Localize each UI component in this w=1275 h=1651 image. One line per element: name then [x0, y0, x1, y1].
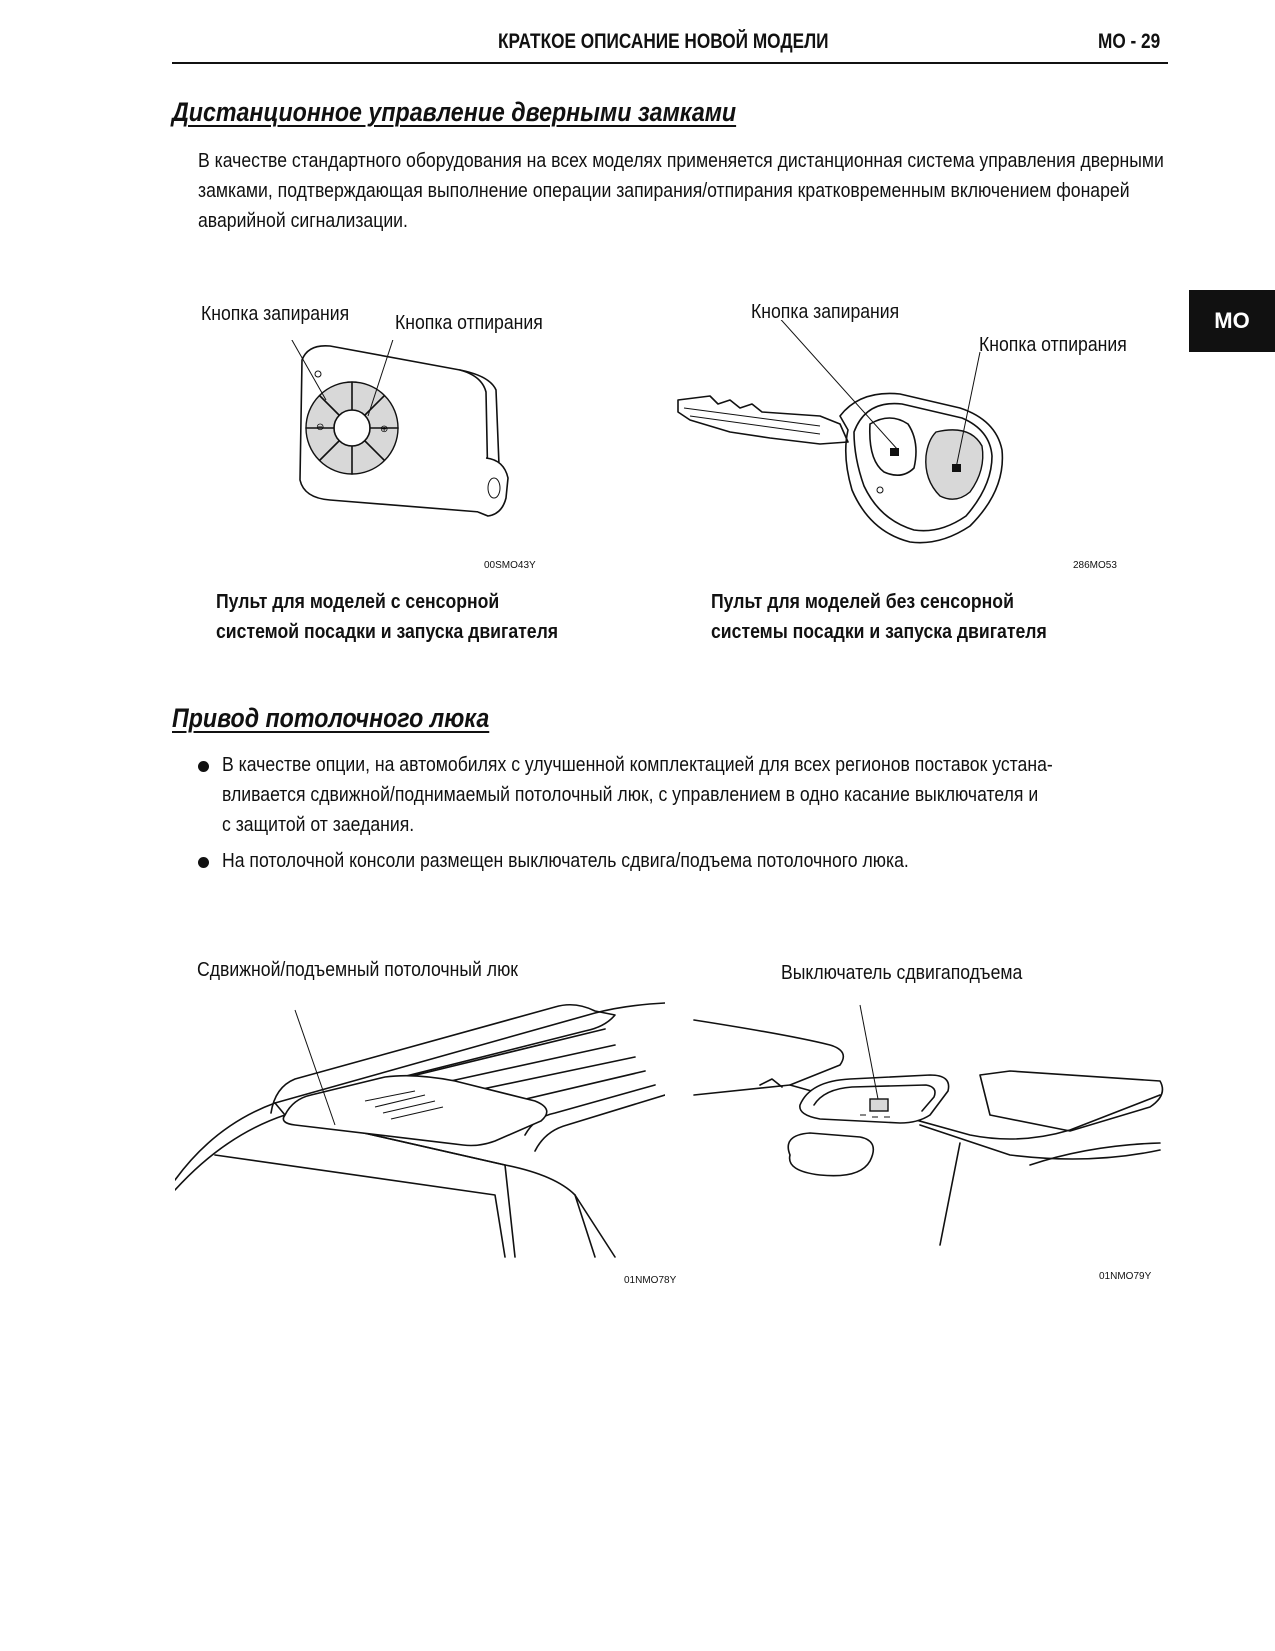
- header-divider: [172, 62, 1168, 64]
- bullet-item: [222, 750, 1155, 840]
- roof-sunroof-illustration: [175, 995, 665, 1260]
- label-unlock-button: Кнопка отпирания: [979, 333, 1127, 356]
- label-sunroof-switch: Выключатель сдвигаподъема: [781, 961, 1023, 984]
- overhead-console-illustration: [690, 995, 1170, 1260]
- section-title-door-locks: Дистанционное управление дверными замками: [172, 97, 737, 127]
- bullet-text-line: На потолочной консоли размещен выключатель сдвига/подъема потолочного люка.: [222, 849, 909, 872]
- figure-code: 01NMO79Y: [1099, 1271, 1152, 1282]
- bullet-icon: [198, 857, 209, 868]
- key-remote-illustration: [670, 320, 1030, 560]
- svg-text:⊖: ⊖: [316, 422, 325, 433]
- label-unlock-button: Кнопка отпирания: [395, 311, 543, 334]
- caption-line-2: системы посадки и запуска двигателя: [711, 620, 1047, 643]
- figure-code: 01NMO78Y: [624, 1275, 677, 1286]
- label-lock-button: Кнопка запирания: [751, 300, 900, 323]
- header-title: КРАТКОЕ ОПИСАНИЕ НОВОЙ МОДЕЛИ: [498, 30, 829, 53]
- caption-line-2: системой посадки и запуска двигателя: [216, 620, 559, 643]
- bullet-text-line: с защитой от заедания.: [222, 813, 415, 836]
- side-tab[interactable]: MO: [1189, 290, 1275, 352]
- section-paragraph: В качестве стандартного оборудования на всех моделях применяется дистанционная система управления дверными замками, подтверждающая выполнение операции запирания/отпирания кратковременным включением фонарей аварийной сигнализации.: [198, 149, 1164, 232]
- bullet-text-line: вливается сдвижной/поднимаемый потолочный люк, с управлением в одно касание выключателя и: [222, 783, 1039, 806]
- figure-code: 286MO53: [1073, 560, 1117, 571]
- section-title-sunroof: Привод потолочного люка: [172, 703, 490, 733]
- caption-line-1: Пульт для моделей с сенсорной: [216, 590, 500, 613]
- bullet-text-line: В качестве опции, на автомобилях с улучшенной комплектацией для всех регионов поставок устана-: [222, 753, 1053, 776]
- page-number: MO - 29: [1098, 30, 1161, 53]
- label-lock-button: Кнопка запирания: [201, 302, 350, 325]
- svg-text:⊕: ⊕: [380, 424, 389, 435]
- bullet-icon: [198, 761, 209, 772]
- caption-line-1: Пульт для моделей без сенсорной: [711, 590, 1014, 613]
- bullet-item: [222, 846, 909, 876]
- label-sunroof: Сдвижной/подъемный потолочный люк: [197, 958, 519, 981]
- figure-code: 00SMO43Y: [484, 560, 536, 571]
- smart-key-illustration: [290, 340, 530, 550]
